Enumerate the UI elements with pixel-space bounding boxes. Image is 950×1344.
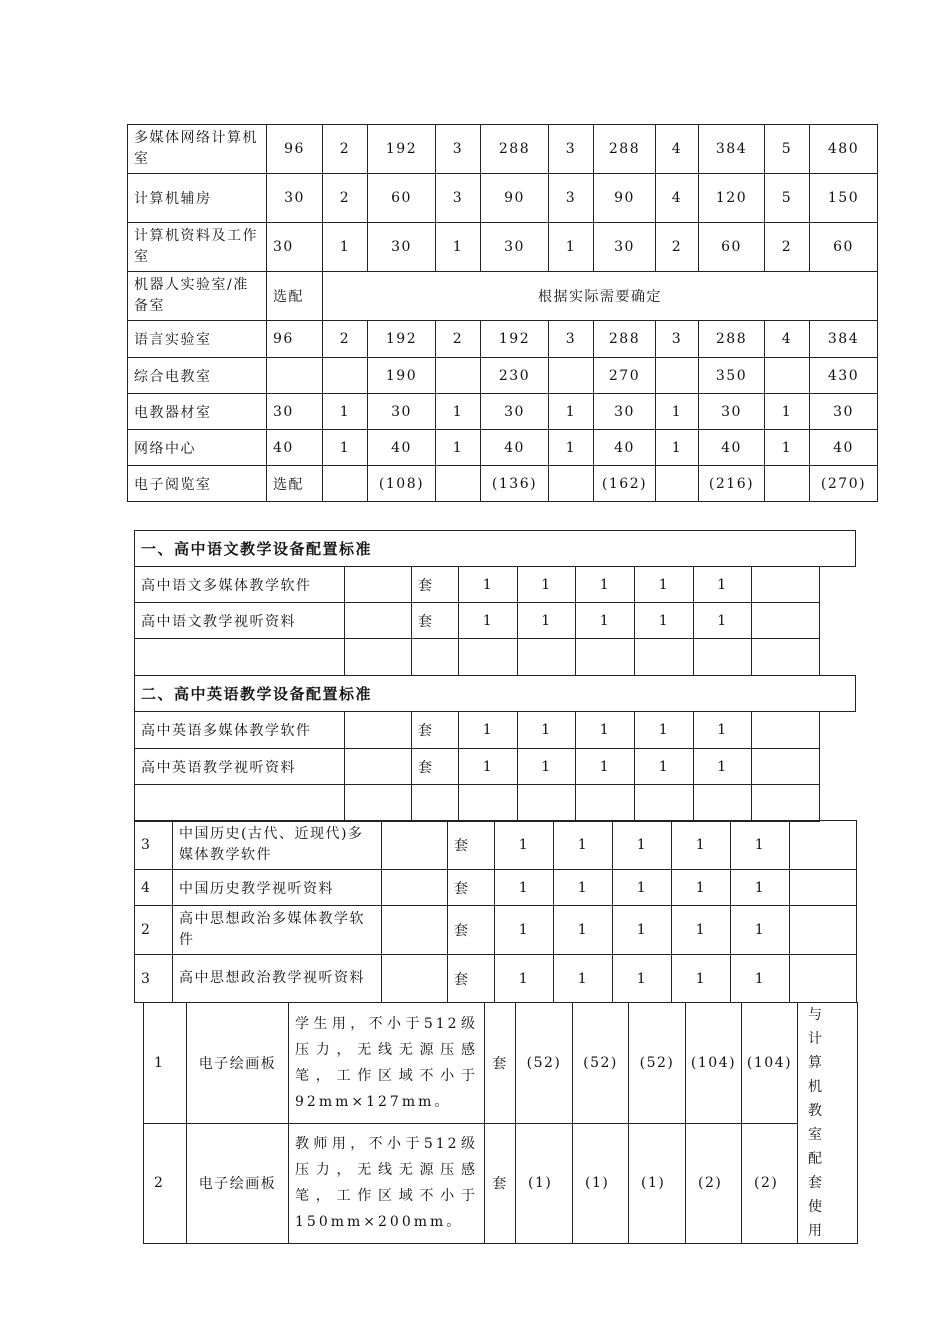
table-row [128, 321, 878, 358]
item-spec: 学生用，不小于512级压力，无线无源压感笔，工作区域不小于92mm×127mm。 [289, 1003, 485, 1124]
cell: 1 [731, 906, 790, 955]
cell: 288 [594, 321, 656, 358]
cell: 1 [554, 955, 613, 1003]
cell: 2 [765, 223, 810, 272]
row-number: 2 [135, 906, 173, 955]
cell: 1 [731, 821, 790, 870]
cell [382, 955, 448, 1003]
table-row [135, 712, 820, 749]
cell: (52) [516, 1003, 573, 1124]
item-name: 高中思想政治教学视听资料 [173, 955, 382, 1003]
cell: (162) [594, 466, 656, 502]
cell: 40 [267, 430, 323, 466]
section-title: 一、高中语文教学设备配置标准 [135, 531, 856, 567]
cell [323, 358, 368, 394]
cell: 3 [549, 321, 594, 358]
cell: 1 [459, 749, 518, 785]
cell: 1 [323, 223, 368, 272]
item-name: 电子绘画板 [187, 1003, 289, 1124]
cell [752, 567, 820, 603]
unit: 套 [412, 603, 459, 639]
cell: 4 [656, 174, 699, 223]
cell: 430 [810, 358, 878, 394]
item-name: 中国历史(古代、近现代)多媒体教学软件 [173, 821, 382, 870]
table-row [135, 603, 820, 639]
cell [323, 466, 368, 502]
cell: 1 [613, 906, 672, 955]
cell: 30 [481, 223, 549, 272]
cell: 3 [549, 125, 594, 174]
cell [656, 466, 699, 502]
cell: 3 [436, 174, 481, 223]
item-name: 高中语文多媒体教学软件 [135, 567, 345, 603]
row-name: 综合电教室 [128, 358, 267, 394]
unit: 套 [412, 567, 459, 603]
cell [790, 870, 857, 906]
cell: 1 [635, 567, 694, 603]
table-row [128, 394, 878, 430]
row-name: 语言实验室 [128, 321, 267, 358]
cell [382, 906, 448, 955]
chinese-section-header [134, 530, 856, 567]
table-row [135, 955, 857, 1003]
table-row [135, 821, 857, 870]
cell: 1 [459, 567, 518, 603]
cell: 192 [368, 125, 436, 174]
cell: 40 [810, 430, 878, 466]
cell: 1 [694, 603, 752, 639]
cell [790, 906, 857, 955]
cell: 1 [694, 749, 752, 785]
cell: 1 [518, 603, 576, 639]
row-name: 计算机辅房 [128, 174, 267, 223]
cell: 288 [594, 125, 656, 174]
cell: (270) [810, 466, 878, 502]
chinese-equipment-table [134, 566, 820, 676]
cell [135, 785, 345, 822]
cell [576, 639, 635, 676]
table-row [135, 870, 857, 906]
cell: 4 [656, 125, 699, 174]
cell: 1 [549, 223, 594, 272]
cell: 270 [594, 358, 656, 394]
cell [518, 639, 576, 676]
row-number: 4 [135, 870, 173, 906]
cell: 60 [368, 174, 436, 223]
cell [436, 358, 481, 394]
cell: 1 [731, 870, 790, 906]
cell: 480 [810, 125, 878, 174]
cell: 40 [481, 430, 549, 466]
cell: 190 [368, 358, 436, 394]
unit: 套 [448, 821, 495, 870]
cell: 1 [576, 712, 635, 749]
cell: 2 [323, 125, 368, 174]
cell [345, 639, 412, 676]
cell: (1) [573, 1123, 629, 1244]
cell: 30 [368, 394, 436, 430]
cell: 1 [765, 394, 810, 430]
cell: 90 [594, 174, 656, 223]
cell [790, 821, 857, 870]
cell: 1 [613, 821, 672, 870]
item-name: 高中语文教学视听资料 [135, 603, 345, 639]
cell: 1 [672, 906, 731, 955]
cell: 90 [481, 174, 549, 223]
cell: 1 [635, 603, 694, 639]
cell [694, 639, 752, 676]
section-title: 二、高中英语教学设备配置标准 [135, 676, 856, 712]
cell [135, 639, 345, 676]
cell: 1 [672, 821, 731, 870]
cell: 1 [694, 567, 752, 603]
cell [752, 749, 820, 785]
cell: 1 [323, 430, 368, 466]
row-number: 3 [135, 821, 173, 870]
table-row [144, 1003, 858, 1124]
table-row [144, 1123, 858, 1244]
table-row [128, 358, 878, 394]
cell [549, 358, 594, 394]
cell: 384 [699, 125, 765, 174]
usage-note: 与计算机教室配套使用 [798, 1003, 858, 1244]
cell: 1 [576, 603, 635, 639]
cell: 1 [518, 567, 576, 603]
cell: (108) [368, 466, 436, 502]
table-row [128, 272, 878, 321]
cell: 选配 [267, 272, 323, 321]
cell: 1 [436, 430, 481, 466]
cell [765, 466, 810, 502]
item-name: 高中英语教学视听资料 [135, 749, 345, 785]
cell: 1 [436, 223, 481, 272]
table-row [128, 430, 878, 466]
cell [412, 639, 459, 676]
cell [765, 358, 810, 394]
row-name: 电教器材室 [128, 394, 267, 430]
cell: 1 [459, 603, 518, 639]
cell [459, 639, 518, 676]
cell: (52) [573, 1003, 629, 1124]
cell: 96 [267, 321, 323, 358]
cell: (52) [629, 1003, 686, 1124]
cell: 40 [368, 430, 436, 466]
cell: 1 [554, 821, 613, 870]
cell: 1 [436, 394, 481, 430]
cell: 1 [613, 870, 672, 906]
cell: 3 [656, 321, 699, 358]
cell: 2 [656, 223, 699, 272]
cell [790, 955, 857, 1003]
table-row [128, 125, 878, 174]
row-name: 电子阅览室 [128, 466, 267, 502]
cell: 30 [368, 223, 436, 272]
cell [656, 358, 699, 394]
cell: 4 [765, 321, 810, 358]
cell: 1 [549, 394, 594, 430]
cell [635, 639, 694, 676]
item-spec: 教师用，不小于512级压力，无线无源压感笔，工作区域不小于150mm×200mm。 [289, 1123, 485, 1244]
cell: 5 [765, 174, 810, 223]
table-row [135, 906, 857, 955]
cell: 1 [694, 712, 752, 749]
cell: 1 [495, 870, 554, 906]
cell [345, 712, 412, 749]
cell: (2) [686, 1123, 742, 1244]
row-name: 多媒体网络计算机室 [128, 125, 267, 174]
cell: 1 [656, 430, 699, 466]
cell: 30 [810, 394, 878, 430]
table-row [135, 567, 820, 603]
cell: 2 [323, 174, 368, 223]
cell: 1 [613, 955, 672, 1003]
row-number: 1 [144, 1003, 187, 1124]
cell: 350 [699, 358, 765, 394]
cell: 30 [267, 223, 323, 272]
cell [345, 567, 412, 603]
cell [382, 870, 448, 906]
cell: 1 [765, 430, 810, 466]
cell: 1 [656, 394, 699, 430]
cell: (136) [481, 466, 549, 502]
unit: 套 [448, 906, 495, 955]
cell: 1 [635, 712, 694, 749]
cell [436, 466, 481, 502]
merged-note: 根据实际需要确定 [323, 272, 878, 321]
cell: 150 [810, 174, 878, 223]
cell [345, 749, 412, 785]
cell: 1 [495, 906, 554, 955]
cell: 230 [481, 358, 549, 394]
cell [694, 785, 752, 822]
table-row [128, 174, 878, 223]
unit: 套 [448, 870, 495, 906]
english-equipment-table [134, 711, 820, 822]
unit: 套 [412, 749, 459, 785]
cell: 30 [481, 394, 549, 430]
row-name: 网络中心 [128, 430, 267, 466]
cell: 选配 [267, 466, 323, 502]
cell: 1 [672, 870, 731, 906]
cell: 288 [699, 321, 765, 358]
cell: 1 [495, 955, 554, 1003]
cell: 1 [635, 749, 694, 785]
cell: 1 [518, 749, 576, 785]
cell: 30 [267, 394, 323, 430]
cell: 192 [368, 321, 436, 358]
cell: (104) [742, 1003, 798, 1124]
unit: 套 [485, 1003, 516, 1124]
cell [752, 712, 820, 749]
item-name: 高中思想政治多媒体教学软件 [173, 906, 382, 955]
unit: 套 [412, 712, 459, 749]
cell [382, 821, 448, 870]
facility-table [127, 124, 878, 502]
item-name: 中国历史教学视听资料 [173, 870, 382, 906]
cell: (1) [629, 1123, 686, 1244]
cell: 1 [672, 955, 731, 1003]
cell: 60 [810, 223, 878, 272]
cell [518, 785, 576, 822]
cell [345, 603, 412, 639]
cell: 30 [594, 223, 656, 272]
cell: (1) [516, 1123, 573, 1244]
cell: 120 [699, 174, 765, 223]
cell: 1 [518, 712, 576, 749]
cell [345, 785, 412, 822]
table-row [135, 749, 820, 785]
cell: 1 [323, 394, 368, 430]
cell: 30 [267, 174, 323, 223]
cell: 40 [594, 430, 656, 466]
cell: 1 [495, 821, 554, 870]
table-row [135, 639, 820, 676]
cell: 1 [549, 430, 594, 466]
cell: 288 [481, 125, 549, 174]
cell: 2 [436, 321, 481, 358]
cell: 1 [731, 955, 790, 1003]
cell: 96 [267, 125, 323, 174]
cell: 30 [699, 394, 765, 430]
row-name: 机器人实验室/准备室 [128, 272, 267, 321]
history-politics-table [134, 820, 857, 1003]
cell: 1 [576, 749, 635, 785]
cell: 2 [323, 321, 368, 358]
cell [549, 466, 594, 502]
cell [267, 358, 323, 394]
cell: 5 [765, 125, 810, 174]
cell: 30 [594, 394, 656, 430]
unit: 套 [485, 1123, 516, 1244]
cell: 1 [576, 567, 635, 603]
cell: 1 [459, 712, 518, 749]
table-row [128, 223, 878, 272]
cell: 384 [810, 321, 878, 358]
cell: (2) [742, 1123, 798, 1244]
cell: (104) [686, 1003, 742, 1124]
cell [459, 785, 518, 822]
cell: 192 [481, 321, 549, 358]
row-number: 2 [144, 1123, 187, 1244]
drawing-tablet-table [143, 1002, 858, 1244]
cell: 3 [549, 174, 594, 223]
cell: 1 [554, 870, 613, 906]
item-name: 电子绘画板 [187, 1123, 289, 1244]
unit: 套 [448, 955, 495, 1003]
cell [576, 785, 635, 822]
cell: 40 [699, 430, 765, 466]
row-number: 3 [135, 955, 173, 1003]
cell: 3 [436, 125, 481, 174]
table-row [135, 785, 820, 822]
item-name: 高中英语多媒体教学软件 [135, 712, 345, 749]
english-section-header [134, 675, 856, 712]
table-row [128, 466, 878, 502]
cell [752, 639, 820, 676]
cell: 60 [699, 223, 765, 272]
cell [635, 785, 694, 822]
cell [752, 603, 820, 639]
cell [752, 785, 820, 822]
cell [412, 785, 459, 822]
cell: 1 [554, 906, 613, 955]
cell: (216) [699, 466, 765, 502]
row-name: 计算机资料及工作室 [128, 223, 267, 272]
